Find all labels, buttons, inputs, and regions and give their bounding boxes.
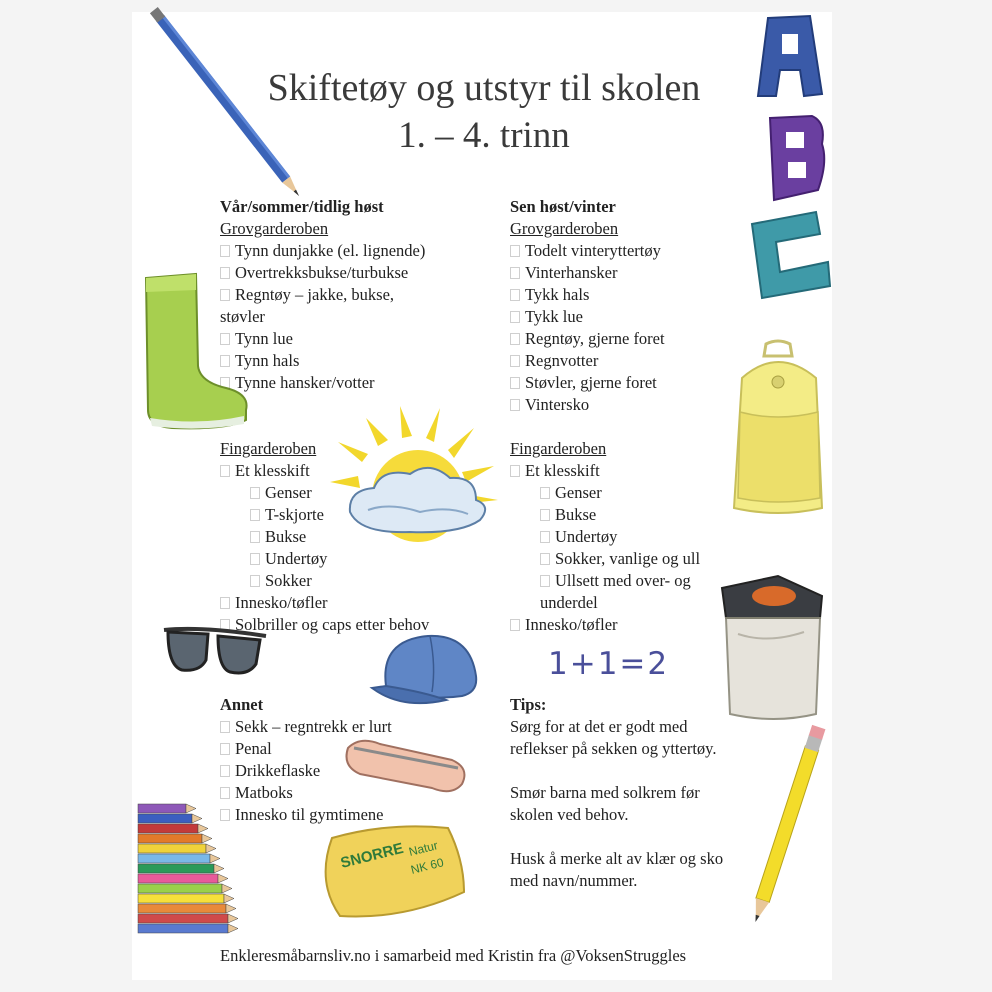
checklist-item[interactable]: Tynn lue (220, 328, 429, 350)
footer-credit: Enkleresmåbarnsliv.no i samarbeid med Kristin fra @VoksenStruggles (220, 946, 687, 965)
checklist-item[interactable]: Tykk lue (510, 306, 700, 328)
tip-line: Sørg for at det er godt med (510, 717, 688, 736)
checklist-subitem[interactable]: Undertøy (220, 548, 429, 570)
checklist-item[interactable]: Vinterhansker (510, 262, 700, 284)
checklist-item[interactable]: Tykk hals (510, 284, 700, 306)
pencil-case-icon (340, 734, 470, 796)
tips-title: Tips: (510, 695, 547, 714)
checklist-item[interactable]: Todelt vinteryttertøy (510, 240, 700, 262)
season-heading-left: Vår/sommer/tidlig høst (220, 197, 384, 216)
checklist-item[interactable]: Et klesskift (510, 460, 700, 482)
checklist-subitem[interactable]: Undertøy (510, 526, 700, 548)
checkbox-icon[interactable] (250, 553, 260, 565)
season-heading-right: Sen høst/vinter (510, 197, 616, 216)
yellow-pencil-icon (736, 742, 826, 932)
section-grovgarderoben-left: Grovgarderoben (220, 219, 329, 238)
abc-beads-icon (746, 10, 836, 300)
checklist-subitem[interactable]: Genser (510, 482, 700, 504)
checkbox-icon[interactable] (510, 245, 520, 257)
eraser-icon (314, 822, 468, 922)
backpack-icon (730, 338, 826, 522)
checklist-item-continued: støvler (220, 307, 265, 326)
right-column (510, 196, 700, 636)
sharpener-icon (718, 574, 824, 726)
checkbox-icon[interactable] (220, 787, 230, 799)
checklist-item[interactable]: Støvler, gjerne foret (510, 372, 700, 394)
checklist-subitem[interactable]: Genser (220, 482, 429, 504)
checklist-subitem[interactable]: Bukse (510, 504, 700, 526)
checklist-item[interactable]: Innesko til gymtimene (220, 804, 392, 826)
checkbox-icon[interactable] (250, 575, 260, 587)
eraser-text-1: Natur (407, 838, 440, 859)
checklist-subitem[interactable]: Sokker, vanlige og ull (510, 548, 700, 570)
tip-line: skolen ved behov. (510, 805, 629, 824)
checklist-item[interactable]: Innesko/tøfler (510, 614, 700, 636)
eraser-brand: SNORRE (338, 839, 406, 872)
checkbox-icon[interactable] (220, 765, 230, 777)
checklist-item[interactable]: Drikkeflaske (220, 760, 392, 782)
checklist-item[interactable]: Penal (220, 738, 392, 760)
checkbox-icon[interactable] (250, 487, 260, 499)
checklist-item[interactable]: Regnvotter (510, 350, 700, 372)
tip-line: reflekser på sekken og yttertøy. (510, 739, 717, 758)
title-line-2: 1. – 4. trinn (398, 115, 570, 156)
checkbox-icon[interactable] (510, 289, 520, 301)
checklist-item[interactable]: Et klesskift (220, 460, 429, 482)
checkbox-icon[interactable] (510, 333, 520, 345)
pencil-icon (150, 10, 310, 200)
tip-line: Husk å merke alt av klær og sko (510, 849, 724, 868)
checklist-subitem[interactable]: Ullsett med over- og (510, 570, 700, 592)
cap-icon (372, 630, 482, 712)
checkbox-icon[interactable] (250, 509, 260, 521)
checkbox-icon[interactable] (220, 597, 230, 609)
handwritten-math: 1+1=2 (548, 646, 670, 682)
section-fingarderoben-right: Fingarderoben (510, 439, 607, 458)
checklist-subitem[interactable]: T-skjorte (220, 504, 429, 526)
checkbox-icon[interactable] (510, 465, 520, 477)
checkbox-icon[interactable] (540, 553, 550, 565)
checkbox-icon[interactable] (510, 311, 520, 323)
checkbox-icon[interactable] (220, 465, 230, 477)
checklist-item[interactable]: Solbriller og caps etter behov (220, 614, 429, 636)
checkbox-icon[interactable] (540, 531, 550, 543)
checkbox-icon[interactable] (510, 619, 520, 631)
section-fingarderoben-left: Fingarderoben (220, 439, 317, 458)
checklist-item[interactable]: Regntøy – jakke, bukse, (220, 284, 429, 306)
checkbox-icon[interactable] (510, 377, 520, 389)
checkbox-icon[interactable] (220, 721, 230, 733)
checklist-item[interactable]: Vintersko (510, 394, 700, 416)
sun-cloud-icon (330, 396, 504, 542)
checklist-item[interactable]: Overtrekksbukse/turbukse (220, 262, 429, 284)
tip-line: Smør barna med solkrem før (510, 783, 700, 802)
checkbox-icon[interactable] (250, 531, 260, 543)
tips-section (510, 694, 723, 892)
checkbox-icon[interactable] (510, 267, 520, 279)
eraser-text-2: NK 60 (409, 855, 446, 877)
checkbox-icon[interactable] (220, 245, 230, 257)
section-annet: Annet (220, 695, 264, 714)
checklist-subitem[interactable]: Bukse (220, 526, 429, 548)
checklist-item[interactable]: Sekk – regntrekk er lurt (220, 716, 392, 738)
checkbox-icon[interactable] (540, 575, 550, 587)
checkbox-icon[interactable] (220, 743, 230, 755)
checkbox-icon[interactable] (540, 487, 550, 499)
checklist-item[interactable]: Matboks (220, 782, 392, 804)
section-grovgarderoben-right: Grovgarderoben (510, 219, 619, 238)
checklist-item[interactable]: Regntøy, gjerne foret (510, 328, 700, 350)
boot-icon (138, 270, 254, 436)
checklist-item[interactable]: Innesko/tøfler (220, 592, 429, 614)
checklist-subitem-continued: underdel (540, 593, 598, 612)
checkbox-icon[interactable] (510, 355, 520, 367)
checkbox-icon[interactable] (540, 509, 550, 521)
title-line-1: Skiftetøy og utstyr til skolen (267, 67, 701, 109)
tip-line: med navn/nummer. (510, 871, 638, 890)
checklist-item[interactable]: Tynne hansker/votter (220, 372, 429, 394)
colored-pencils-icon (138, 804, 242, 944)
checklist-item[interactable]: Tynn dunjakke (el. lignende) (220, 240, 429, 262)
checklist-item[interactable]: Tynn hals (220, 350, 429, 372)
sunglasses-icon (162, 624, 270, 680)
checklist-subitem[interactable]: Sokker (220, 570, 429, 592)
checkbox-icon[interactable] (510, 399, 520, 411)
